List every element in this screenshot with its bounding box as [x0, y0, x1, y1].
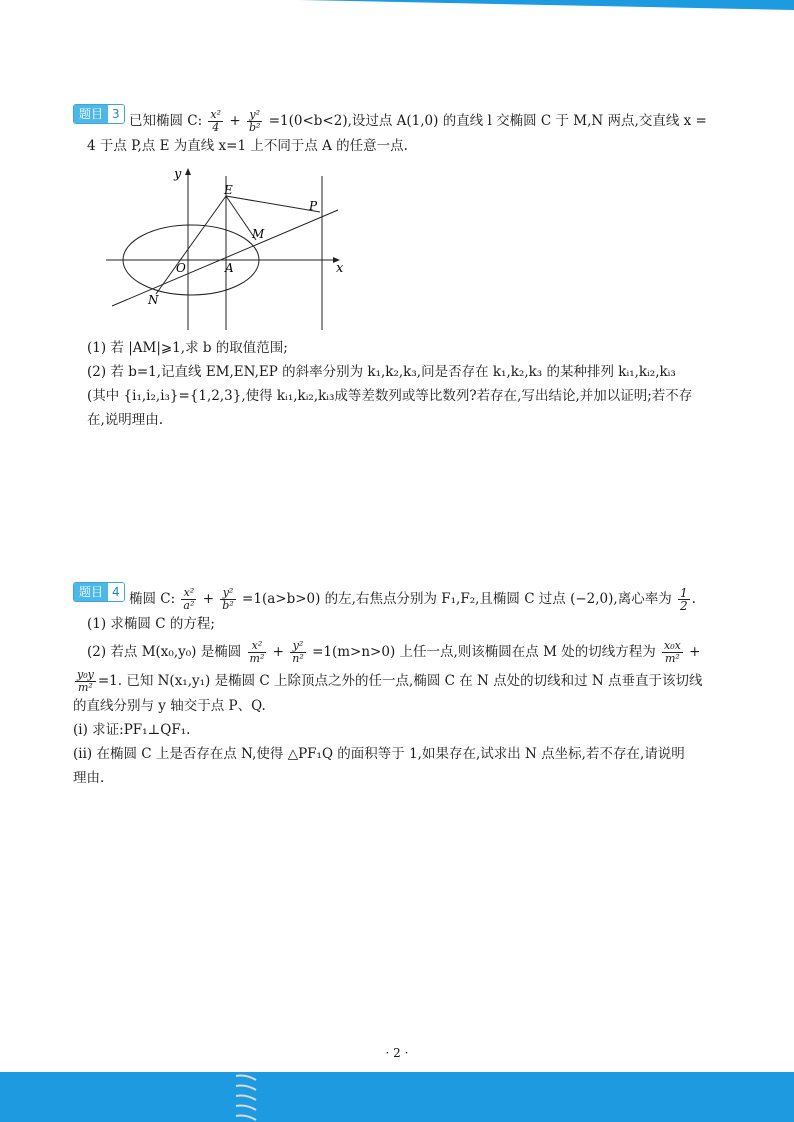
label-x: x — [336, 261, 344, 276]
line-l — [112, 210, 338, 306]
problem-3-q2-line-2: (其中 {i₁,i₂,i₃}={1,2,3},使得 kᵢ₁,kᵢ₂,kᵢ₃成等差数列或等比数列?若存在,写出结论,并加以证明;若不存 — [87, 388, 693, 404]
ellipse-figure — [100, 164, 360, 334]
page-number: · 2 · — [385, 1046, 409, 1060]
label-n: N — [148, 293, 159, 307]
label-p: P — [309, 199, 318, 213]
label-o: O — [176, 261, 186, 275]
fraction-x2-over-4: $\frac{\text{x²}}{4}$ — [210, 108, 222, 134]
problem-3 — [73, 104, 733, 158]
fraction-y2-over-b2: $\frac{\text{y²}}{\text{b²}}$ — [248, 108, 261, 134]
problem-3-condition: =1(0<b<2),设过点 A(1,0) 的直线 l 交椭圆 C 于 M,N 两点,交直线 x = — [268, 113, 707, 129]
fraction-x0x-over-m2: $\frac{\text{x₀x}}{\text{m²}}$ — [664, 639, 681, 665]
problem-4-line-1: 题目 4 椭圆 C: $\frac{\text{x²}}{\text{a²}}$ + $\frac{\text{y²}}{\text{b²}}$ =1(a>b>0) 的左,右焦点分别为 F₁,F₂,且椭圆 C 过点 (−2,0),离心率为 $\frac{1}{2}$ . — [73, 582, 733, 612]
problem-3-questions — [73, 336, 733, 432]
problem-4-qii-line-2: 理由. — [73, 770, 105, 786]
fraction-y2-over-b2-p4: $\frac{\text{y²}}{\text{b²}}$ — [222, 586, 234, 612]
problem-3-line-2: 4 于点 P,点 E 为直线 x=1 上不同于点 A 的任意一点. — [87, 138, 408, 154]
label-y: y — [174, 167, 182, 182]
problem-4-q1: (1) 求椭圆 C 的方程; — [87, 616, 215, 632]
problem-3-q1: (1) 若 |AM|⩾1,求 b 的取值范围; — [87, 340, 288, 356]
top-accent-band — [0, 0, 794, 16]
label-a: A — [225, 261, 234, 275]
problem-3-badge: 题目 3 — [73, 104, 125, 124]
segment-ep — [226, 196, 320, 212]
problem-4-q2-line-2: $\frac{\text{y₀y}}{\text{m²}}$ =1. 已知 N(x₁,y₁) 是椭圆 C 上除顶点之外的任一点,椭圆 C 在 N 点处的切线和过 N 点垂直于该切线 — [77, 668, 703, 694]
problem-4-q2-line-3: 的直线分别与 y 轴交于点 P、Q. — [73, 698, 266, 714]
label-e: E — [224, 183, 233, 197]
problem-4-qii-line-1: (ii) 在椭圆 C 上是否存在点 N,使得 △PF₁Q 的面积等于 1,如果存在,试求出 N 点坐标,若不存在,请说明 — [73, 746, 685, 762]
problem-3-intro: 已知椭圆 C: — [128, 113, 203, 129]
fraction-x2-over-a2: $\frac{\text{x²}}{\text{a²}}$ — [183, 586, 195, 612]
fraction-one-half: $\frac{1}{2}$ — [680, 586, 688, 613]
fraction-x2-over-m2: $\frac{\text{x²}}{\text{m²}}$ — [249, 639, 265, 665]
label-m: M — [252, 227, 265, 241]
problem-4-badge: 题目 4 — [73, 582, 125, 602]
fraction-y2-over-n2: $\frac{\text{y²}}{\text{n²}}$ — [292, 639, 304, 665]
problem-3-q2-line-1: (2) 若 b=1,记直线 EM,EN,EP 的斜率分别为 k₁,k₂,k₃,问是否存在 k₁,k₂,k₃ 的某种排列 kᵢ₁,kᵢ₂,kᵢ₃ — [87, 364, 676, 380]
problem-3-line-1: 题目 3 已知椭圆 C: $\frac{\text{x²}}{4}$ + $\frac{\text{y²}}{\text{b²}}$ =1(0<b<2),设过点 A(1,0) 的直线 l 交椭圆 C 于 M,N 两点,交直线 x = — [73, 104, 733, 134]
problem-4 — [73, 582, 733, 790]
segment-en — [156, 196, 226, 294]
problem-3-q2-line-3: 在,说明理由. — [87, 412, 164, 428]
problem-4-q2-line-1: (2) 若点 M(x₀,y₀) 是椭圆 $\frac{\text{x²}}{\text{m²}}$ + $\frac{\text{y²}}{\text{n²}}$ =1(m>n>0) 上任一点,则该椭圆在点 M 处的切线方程为 $\frac{\text{x₀x}}{\text{m²}}$ + — [87, 639, 701, 665]
fraction-y0y-over-m2: $\frac{\text{y₀y}}{\text{m²}}$ — [77, 668, 94, 694]
problem-4-qi: (i) 求证:PF₁⊥QF₁. — [73, 722, 191, 738]
bottom-accent-band — [0, 1072, 794, 1122]
